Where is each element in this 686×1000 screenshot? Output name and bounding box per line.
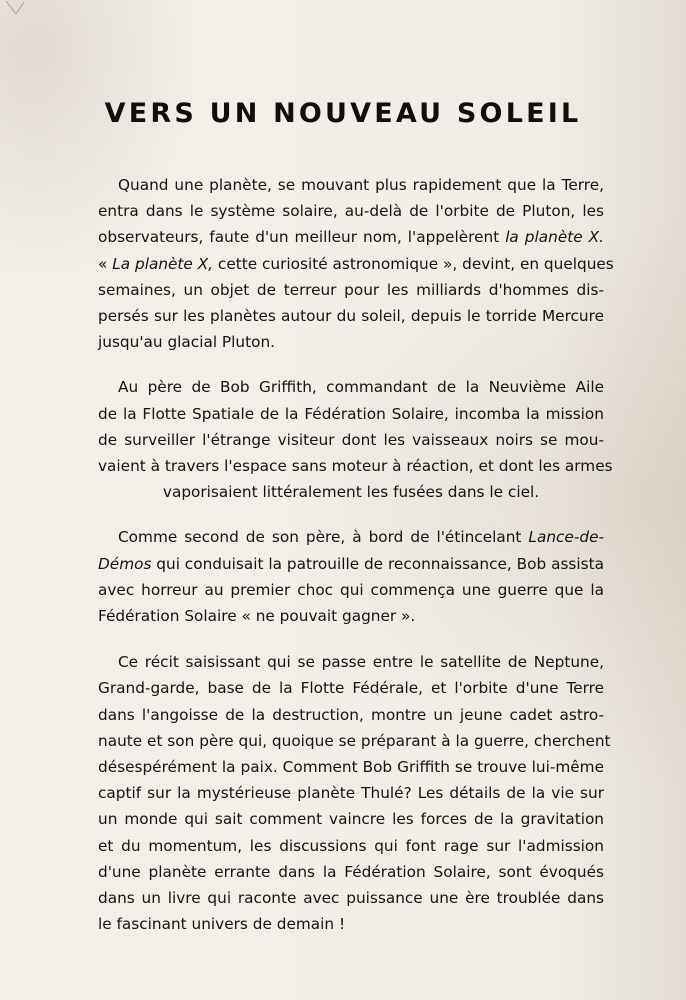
text-line <box>98 251 614 277</box>
text-line <box>98 224 604 250</box>
text-line: et du momentum, les discussions qui font rage sur l'admission <box>98 836 604 855</box>
text-line <box>98 524 604 550</box>
text-line: dans un livre qui raconte avec puissance une ère troublée dans <box>98 889 604 908</box>
paragraph-1 <box>98 172 614 355</box>
text-line: vaient à travers l'espace sans moteur à réaction, et dont les armes <box>98 457 613 476</box>
italic-fragment: La planète X, <box>112 254 214 273</box>
text-line: désespérément la paix. Comment Bob Griffith se trouve lui-même <box>98 758 604 777</box>
blurb-text <box>98 172 614 953</box>
text-fragment: cette curiosité astronomique », devint, en quelques <box>213 254 614 273</box>
text-line: le fascinant univers de demain ! <box>98 915 346 934</box>
paragraph-2 <box>98 374 613 505</box>
text-line: semaines, un objet de terreur pour les milliards d'hommes dis- <box>98 280 604 299</box>
text-line: de la Flotte Spatiale de la Fédération Solaire, incomba la mission <box>98 404 604 423</box>
text-line: Au père de Bob Griffith, commandant de la Neuvième Aile <box>118 378 604 397</box>
text-fragment: « <box>98 254 113 273</box>
paragraph-3 <box>98 524 604 629</box>
text-fragment: qui conduisait la patrouille de reconnaissance, Bob assista <box>151 554 604 573</box>
text-line: Fédération Solaire « ne pouvait gagner ». <box>98 607 416 626</box>
paragraph-4 <box>98 649 611 937</box>
text-fragment: Comme second de son père, à bord de l'étincelant <box>118 528 529 547</box>
italic-fragment: la planète X. <box>505 228 604 247</box>
text-line: d'une planète errante dans la Fédération Solaire, sont évoqués <box>98 862 604 881</box>
text-line: vaporisaient littéralement les fusées dans le ciel. <box>162 483 540 502</box>
text-line: naute et son père qui, quoique se préparant à la guerre, cherchent <box>98 731 611 750</box>
text-fragment: observateurs, faute d'un meilleur nom, l'appelèrent <box>98 228 506 247</box>
text-line <box>98 551 604 577</box>
italic-fragment: Démos <box>98 554 152 573</box>
text-line: captif sur la mystérieuse planète Thulé? Les détails de la vie sur <box>98 784 604 803</box>
text-line: dans l'angoisse de la destruction, montre un jeune cadet astro- <box>98 705 604 724</box>
text-line: Quand une planète, se mouvant plus rapidement que la Terre, <box>118 176 604 194</box>
text-line: Ce récit saisissant qui se passe entre le satellite de Neptune, <box>118 653 604 672</box>
text-line: Grand-garde, base de la Flotte Fédérale, et l'orbite d'une Terre <box>98 679 604 698</box>
text-line: un monde qui sait comment vaincre les forces de la gravitation <box>98 810 604 829</box>
page-title: VERS UN NOUVEAU SOLEIL <box>104 98 582 129</box>
text-line: entra dans le système solaire, au-delà de l'orbite de Pluton, les <box>98 202 604 221</box>
text-line: persés sur les planètes autour du soleil, depuis le torride Mercure <box>98 307 604 326</box>
text-line: de surveiller l'étrange visiteur dont les vaisseaux noirs se mou- <box>98 430 604 449</box>
text-line: avec horreur au premier choc qui commença une guerre que la <box>98 580 604 599</box>
text-line: jusqu'au glacial Pluton. <box>98 333 276 352</box>
italic-fragment: Lance-de- <box>528 528 604 547</box>
corner-wear-mark <box>4 0 26 18</box>
